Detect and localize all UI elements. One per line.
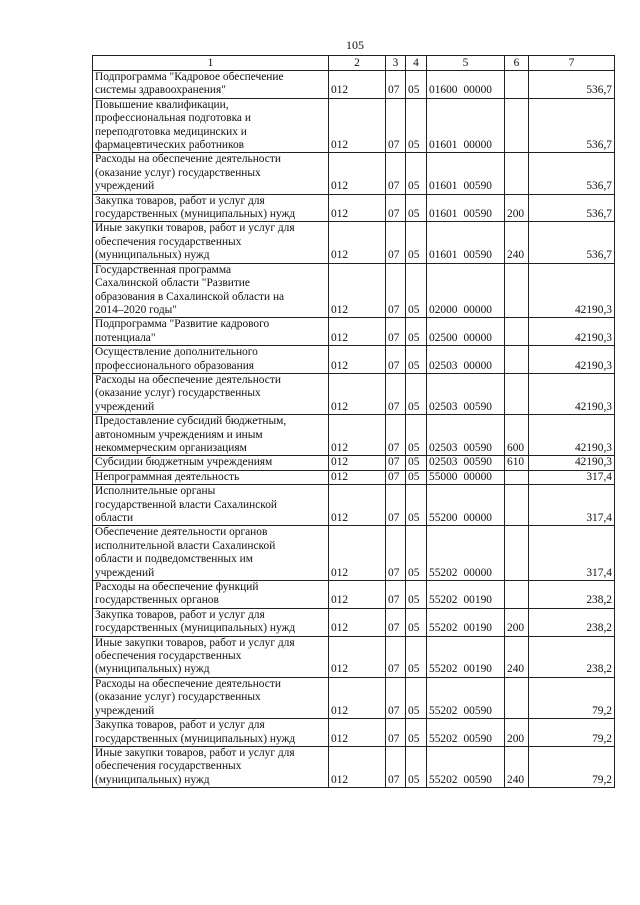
section-code: 07 [386, 98, 406, 153]
row-name-line: Подпрограмма "Кадровое обеспечение [95, 71, 284, 83]
target-article-code [427, 456, 505, 470]
row-name-line: (муниципальных) нужд [95, 663, 210, 676]
row-name-line: государственных (муниципальных) нужд [95, 208, 296, 221]
section-code: 07 [386, 194, 406, 222]
table-row [93, 222, 615, 263]
target-article-part2: 00000 [463, 470, 492, 483]
section-code: 07 [386, 636, 406, 677]
ved-code: 012 [329, 581, 386, 609]
row-name-line: учреждений [95, 400, 155, 413]
row-name-line: (оказание услуг) государственных [95, 166, 261, 179]
subsection-code: 05 [406, 456, 427, 470]
subsection-code: 05 [406, 677, 427, 718]
header-row [93, 56, 615, 71]
target-article-code [427, 719, 505, 747]
ved-code: 012 [329, 71, 386, 99]
row-name-line: системы здравоохранения" [95, 84, 226, 97]
subsection-code: 05 [406, 470, 427, 484]
row-name-line: фармацевтических работников [95, 139, 245, 152]
row-name-line: Осуществление дополнительного [95, 346, 258, 359]
row-name-line: потенциала" [95, 331, 156, 344]
table-row [93, 153, 615, 194]
table-row [93, 636, 615, 677]
section-code: 07 [386, 719, 406, 747]
header-cell-5: 5 [427, 56, 505, 71]
row-name-line: 2014–2020 годы" [95, 303, 177, 316]
target-article-part1: 55202 [429, 663, 458, 676]
section-code: 07 [386, 373, 406, 414]
target-article-part2: 00000 [463, 359, 492, 372]
target-article-part2: 00590 [463, 208, 492, 221]
ved-code: 012 [329, 415, 386, 456]
target-article-part1: 55000 [429, 470, 458, 483]
target-article-part1: 02000 [429, 303, 458, 316]
row-name [93, 318, 329, 346]
row-name-line: Подпрограмма "Развитие кадрового [95, 318, 270, 331]
ved-code: 012 [329, 263, 386, 318]
row-name-line: Сахалинской области "Развитие [95, 277, 250, 290]
row-name-line: Закупка товаров, работ и услуг для [95, 719, 265, 732]
target-article-part2: 00000 [463, 139, 492, 152]
target-article-code [427, 153, 505, 194]
ved-code: 012 [329, 456, 386, 470]
row-name-line: Расходы на обеспечение деятельности [95, 373, 281, 386]
row-name-line: Субсидии бюджетным учреждениям [95, 456, 273, 469]
row-name [93, 581, 329, 609]
target-article-part1: 01601 [429, 208, 458, 221]
amount: 536,7 [529, 194, 615, 222]
subsection-code: 05 [406, 98, 427, 153]
subsection-code: 05 [406, 608, 427, 636]
amount: 536,7 [529, 71, 615, 99]
expense-type-code [505, 318, 529, 346]
table-row [93, 98, 615, 153]
ved-code: 012 [329, 373, 386, 414]
target-article-code [427, 581, 505, 609]
ved-code: 012 [329, 636, 386, 677]
header-cell-7: 7 [529, 56, 615, 71]
section-code: 07 [386, 456, 406, 470]
row-name-line: учреждений [95, 704, 155, 717]
target-article-code [427, 346, 505, 374]
table-row [93, 71, 615, 99]
target-article-part1: 01601 [429, 180, 458, 193]
row-name-line: области и подведомственных им [95, 553, 253, 566]
target-article-part2: 00000 [463, 512, 492, 524]
table-row [93, 526, 615, 581]
section-code: 07 [386, 470, 406, 484]
table-row [93, 581, 615, 609]
row-name [93, 456, 329, 470]
expense-type-code: 200 [505, 608, 529, 636]
section-code: 07 [386, 526, 406, 581]
row-name [93, 677, 329, 718]
row-name [93, 526, 329, 581]
target-article-part1: 55202 [429, 704, 458, 717]
expense-type-code [505, 485, 529, 526]
table-row [93, 456, 615, 470]
row-name [93, 636, 329, 677]
section-code: 07 [386, 677, 406, 718]
target-article-part1: 02503 [429, 441, 458, 454]
section-code: 07 [386, 346, 406, 374]
amount: 79,2 [529, 719, 615, 747]
target-article-code [427, 222, 505, 263]
amount: 317,4 [529, 526, 615, 581]
table-row [93, 608, 615, 636]
expense-type-code: 200 [505, 719, 529, 747]
expense-type-code: 240 [505, 746, 529, 787]
row-name [93, 222, 329, 263]
amount: 42190,3 [529, 346, 615, 374]
row-name [93, 98, 329, 153]
ved-code: 012 [329, 719, 386, 747]
target-article-code [427, 98, 505, 153]
table-row [93, 373, 615, 414]
subsection-code: 05 [406, 71, 427, 99]
header-cell-6: 6 [505, 56, 529, 71]
subsection-code: 05 [406, 153, 427, 194]
expense-type-code [505, 263, 529, 318]
row-name-line: образования в Сахалинской области на [95, 290, 285, 303]
row-name [93, 71, 329, 99]
target-article-part1: 55202 [429, 773, 458, 786]
table-row [93, 719, 615, 747]
budget-table [92, 55, 615, 788]
subsection-code: 05 [406, 581, 427, 609]
expense-type-code: 240 [505, 222, 529, 263]
target-article-part2: 00590 [463, 773, 492, 786]
row-name-line: Расходы на обеспечение деятельности [95, 153, 281, 166]
amount: 79,2 [529, 677, 615, 718]
row-name [93, 346, 329, 374]
ved-code: 012 [329, 608, 386, 636]
target-article-code [427, 470, 505, 484]
expense-type-code [505, 71, 529, 99]
row-name [93, 719, 329, 747]
target-article-part1: 02503 [429, 400, 458, 413]
table-row [93, 346, 615, 374]
row-name-line: (муниципальных) нужд [95, 249, 210, 262]
target-article-part1: 55202 [429, 622, 458, 635]
row-name-line: государственных органов [95, 594, 219, 607]
subsection-code: 05 [406, 194, 427, 222]
row-name-line: государственной власти Сахалинской [95, 498, 278, 511]
target-article-part1: 55202 [429, 732, 458, 745]
target-article-part2: 00000 [463, 84, 492, 97]
row-name-line: учреждений [95, 180, 155, 193]
expense-type-code [505, 153, 529, 194]
row-name [93, 263, 329, 318]
subsection-code: 05 [406, 746, 427, 787]
amount: 317,4 [529, 470, 615, 484]
subsection-code: 05 [406, 373, 427, 414]
row-name-line: Непрограммная деятельность [95, 470, 240, 483]
amount: 42190,3 [529, 318, 615, 346]
page-number: 105 [346, 38, 364, 52]
amount: 79,2 [529, 746, 615, 787]
expense-type-code [505, 677, 529, 718]
row-name-line: Закупка товаров, работ и услуг для [95, 608, 265, 621]
subsection-code: 05 [406, 526, 427, 581]
expense-type-code [505, 581, 529, 609]
table-row [93, 318, 615, 346]
ved-code: 012 [329, 98, 386, 153]
target-article-code [427, 71, 505, 99]
ved-code: 012 [329, 677, 386, 718]
row-name-line: учреждений [95, 566, 155, 579]
row-name-line: Предоставление субсидий бюджетным, [95, 415, 287, 428]
table-row [93, 415, 615, 456]
amount: 536,7 [529, 153, 615, 194]
amount: 536,7 [529, 222, 615, 263]
row-name [93, 746, 329, 787]
row-name-line: области [95, 512, 134, 524]
row-name-line: государственных (муниципальных) нужд [95, 732, 296, 745]
section-code: 07 [386, 222, 406, 263]
target-article-part2: 00000 [463, 331, 492, 344]
expense-type-code: 240 [505, 636, 529, 677]
target-article-part2: 00190 [463, 663, 492, 676]
section-code: 07 [386, 485, 406, 526]
subsection-code: 05 [406, 415, 427, 456]
row-name-line: Исполнительные органы [95, 485, 216, 498]
ved-code: 012 [329, 470, 386, 484]
amount: 317,4 [529, 485, 615, 526]
expense-type-code: 200 [505, 194, 529, 222]
header-cell-2: 2 [329, 56, 386, 71]
amount: 42190,3 [529, 415, 615, 456]
subsection-code: 05 [406, 719, 427, 747]
target-article-part2: 00000 [463, 303, 492, 316]
target-article-code [427, 373, 505, 414]
amount: 238,2 [529, 608, 615, 636]
target-article-code [427, 746, 505, 787]
row-name [93, 153, 329, 194]
expense-type-code [505, 346, 529, 374]
target-article-part2: 00590 [463, 441, 492, 454]
target-article-code [427, 415, 505, 456]
target-article-part2: 00190 [463, 594, 492, 607]
row-name-line: обеспечения государственных [95, 650, 242, 663]
target-article-code [427, 318, 505, 346]
expense-type-code [505, 470, 529, 484]
section-code: 07 [386, 318, 406, 346]
section-code: 07 [386, 415, 406, 456]
row-name [93, 194, 329, 222]
target-article-part2: 00590 [463, 456, 492, 469]
row-name-line: исполнительной власти Сахалинской [95, 539, 276, 552]
amount: 238,2 [529, 581, 615, 609]
expense-type-code: 600 [505, 415, 529, 456]
target-article-part2: 00590 [463, 732, 492, 745]
row-name-line: профессионального образования [95, 359, 255, 372]
row-name [93, 373, 329, 414]
row-name-line: Иные закупки товаров, работ и услуг для [95, 636, 295, 649]
expense-type-code [505, 98, 529, 153]
target-article-part1: 02503 [429, 359, 458, 372]
row-name-line: Иные закупки товаров, работ и услуг для [95, 222, 295, 235]
ved-code: 012 [329, 194, 386, 222]
target-article-code [427, 677, 505, 718]
section-code: 07 [386, 581, 406, 609]
row-name-line: Государственная программа [95, 263, 232, 276]
expense-type-code [505, 526, 529, 581]
table-row [93, 470, 615, 484]
target-article-part2: 00590 [463, 400, 492, 413]
table-row [93, 746, 615, 787]
target-article-part2: 00590 [463, 180, 492, 193]
amount: 42190,3 [529, 373, 615, 414]
ved-code: 012 [329, 318, 386, 346]
section-code: 07 [386, 263, 406, 318]
section-code: 07 [386, 71, 406, 99]
row-name [93, 470, 329, 484]
row-name-line: Закупка товаров, работ и услуг для [95, 194, 265, 207]
target-article-part1: 02503 [429, 456, 458, 469]
table-row [93, 677, 615, 718]
target-article-part1: 01601 [429, 249, 458, 262]
expense-type-code: 610 [505, 456, 529, 470]
row-name [93, 415, 329, 456]
amount: 238,2 [529, 636, 615, 677]
target-article-part2: 00590 [463, 704, 492, 717]
ved-code: 012 [329, 746, 386, 787]
row-name-line: Расходы на обеспечение деятельности [95, 677, 281, 690]
subsection-code: 05 [406, 485, 427, 526]
table-row [93, 263, 615, 318]
target-article-part2: 00190 [463, 622, 492, 635]
row-name-line: (оказание услуг) государственных [95, 691, 261, 704]
target-article-code [427, 636, 505, 677]
target-article-code [427, 485, 505, 526]
row-name-line: Повышение квалификации, [95, 98, 229, 111]
subsection-code: 05 [406, 636, 427, 677]
row-name [93, 485, 329, 526]
target-article-part1: 55202 [429, 566, 458, 579]
header-cell-4: 4 [406, 56, 427, 71]
row-name-line: некоммерческим организациям [95, 441, 247, 454]
target-article-code [427, 608, 505, 636]
ved-code: 012 [329, 153, 386, 194]
target-article-part1: 55202 [429, 594, 458, 607]
amount: 42190,3 [529, 456, 615, 470]
row-name-line: профессиональная подготовка и [95, 112, 251, 125]
target-article-part1: 02500 [429, 331, 458, 344]
ved-code: 012 [329, 485, 386, 526]
target-article-part1: 01600 [429, 84, 458, 97]
row-name-line: Обеспечение деятельности органов [95, 526, 268, 539]
ved-code: 012 [329, 222, 386, 263]
row-name-line: автономным учреждениям и иным [95, 428, 263, 441]
table-row [93, 194, 615, 222]
target-article-part2: 00000 [463, 566, 492, 579]
row-name-line: (муниципальных) нужд [95, 773, 210, 786]
ved-code: 012 [329, 346, 386, 374]
expense-type-code [505, 373, 529, 414]
subsection-code: 05 [406, 222, 427, 263]
target-article-code [427, 526, 505, 581]
subsection-code: 05 [406, 318, 427, 346]
amount: 536,7 [529, 98, 615, 153]
ved-code: 012 [329, 526, 386, 581]
row-name-line: (оказание услуг) государственных [95, 387, 261, 400]
table-row [93, 485, 615, 526]
section-code: 07 [386, 153, 406, 194]
row-name-line: Расходы на обеспечение функций [95, 581, 259, 594]
target-article-code [427, 194, 505, 222]
target-article-part1: 55200 [429, 512, 458, 524]
section-code: 07 [386, 608, 406, 636]
target-article-part1: 01601 [429, 139, 458, 152]
target-article-code [427, 263, 505, 318]
section-code: 07 [386, 746, 406, 787]
row-name-line: обеспечения государственных [95, 760, 242, 773]
row-name-line: государственных (муниципальных) нужд [95, 622, 296, 635]
header-cell-3: 3 [386, 56, 406, 71]
header-cell-1: 1 [93, 56, 329, 71]
row-name-line: переподготовка медицинских и [95, 125, 247, 138]
amount: 42190,3 [529, 263, 615, 318]
row-name-line: Иные закупки товаров, работ и услуг для [95, 746, 295, 759]
subsection-code: 05 [406, 346, 427, 374]
row-name-line: обеспечения государственных [95, 235, 242, 248]
subsection-code: 05 [406, 263, 427, 318]
target-article-part2: 00590 [463, 249, 492, 262]
row-name [93, 608, 329, 636]
